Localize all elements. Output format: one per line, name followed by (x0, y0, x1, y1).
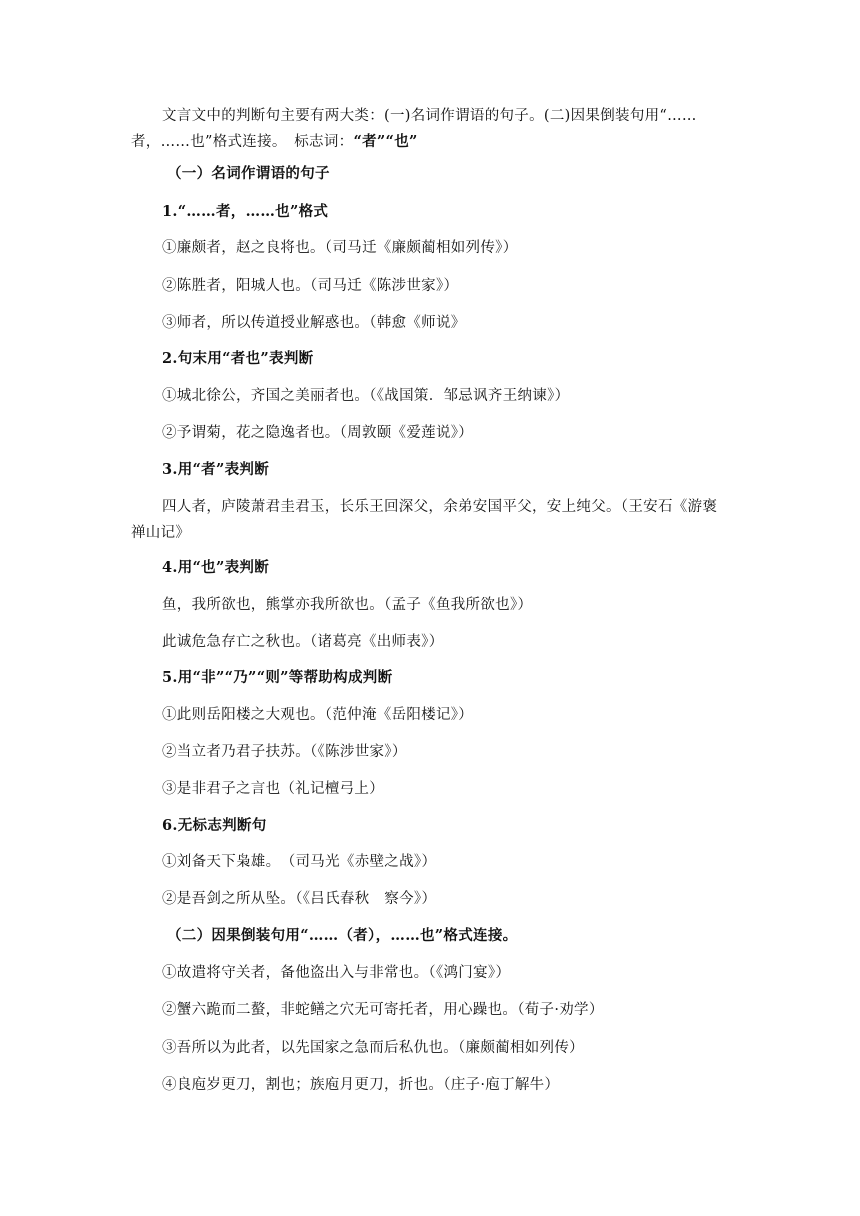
sub4-title: 4.用“也”表判断 (162, 559, 270, 576)
list-item: ①城北徐公，齐国之美丽者也。（《战国策．邹忌讽齐王纳谏》） (162, 388, 570, 404)
list-item: 鱼，我所欲也，熊掌亦我所欲也。（孟子《鱼我所欲也》） (162, 597, 533, 613)
intro-text: 文言文中的判断句主要有两大类：(一)名词作谓语的句子。(二)因果倒装句用“……者，……也”格式连接。 标志词： (131, 108, 697, 150)
list-item: ②陈胜者，阳城人也。（司马迁《陈涉世家》） (162, 278, 459, 294)
list-item: ③师者，所以传道授业解惑也。（韩愈《师说》 (162, 315, 466, 331)
list-item: ②予谓菊，花之隐逸者也。（周敦颐《爱莲说》） (162, 425, 474, 441)
list-item: ③是非君子之言也（礼记檀弓上） (162, 781, 384, 797)
section2-heading: （二）因果倒装句用“……（者），……也”格式连接。 (167, 927, 518, 944)
list-item: ①刘备天下枭雄。 （司马光《赤壁之战》） (162, 854, 437, 870)
sub6-title: 6.无标志判断句 (162, 817, 267, 834)
list-item: ①此则岳阳楼之大观也。（范仲淹《岳阳楼记》） (162, 707, 474, 723)
list-item: ①故遣将守关者，备他盗出入与非常也。（《鸿门宴》） (162, 965, 511, 981)
sub3-title: 3.用“者”表判断 (162, 461, 270, 478)
list-item: ①廉颇者，赵之良将也。（司马迁《廉颇蔺相如列传》） (162, 240, 518, 256)
list-item: ④良庖岁更刀，割也；族庖月更刀，折也。（庄子·庖丁解牛） (162, 1077, 560, 1093)
list-item: 此诚危急存亡之秋也。（诸葛亮《出师表》） (162, 634, 444, 650)
list-item: ②蟹六跪而二螯，非蛇鳝之穴无可寄托者，用心躁也。（荀子·劝学） (162, 1002, 604, 1018)
list-item: ③吾所以为此者，以先国家之急而后私仇也。（廉颇蔺相如列传） (162, 1040, 584, 1056)
sub5-title: 5.用“非”“乃”“则”等帮助构成判断 (162, 669, 393, 686)
list-item: ②是吾剑之所从坠。（《吕氏春秋 察今》） (162, 891, 437, 907)
sub1-title: 1.“……者，……也”格式 (162, 203, 329, 220)
intro-paragraph (131, 104, 731, 155)
section1-heading: （一）名词作谓语的句子 (167, 165, 330, 182)
sub2-title: 2.句末用“者也”表判断 (162, 350, 314, 367)
list-item: 四人者，庐陵萧君圭君玉，长乐王回深父，余弟安国平父，安上纯父。（王安石《游褒禅山记》 (131, 499, 718, 541)
list-item: ②当立者乃君子扶苏。（《陈涉世家》） (162, 744, 407, 760)
intro-keywords: “者”“也” (353, 133, 418, 150)
